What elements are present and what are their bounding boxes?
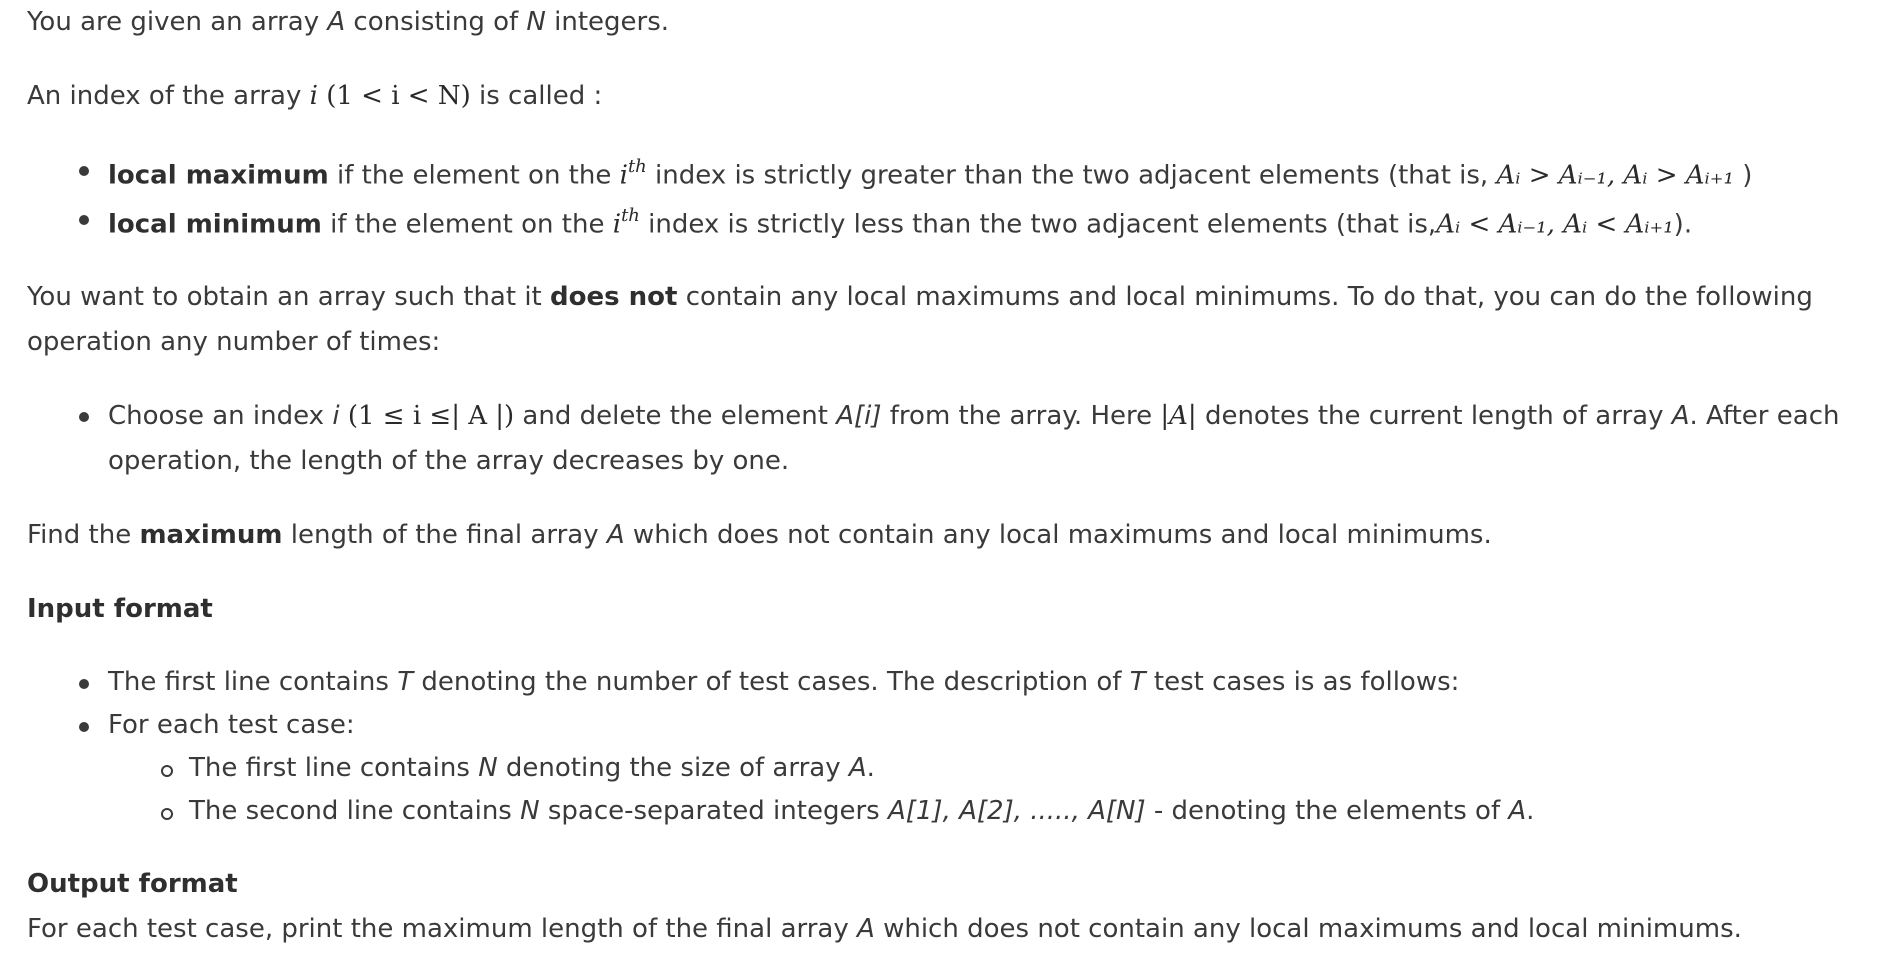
local-maximum-formula: Aᵢ > Aᵢ₋₁, Aᵢ > Aᵢ₊₁ (1496, 160, 1734, 191)
var-a: A (327, 7, 346, 37)
definition-local-minimum: local minimum if the element on the $i^{th}$ index is strictly less than the two adjacent elements (that is,Aᵢ < Aᵢ₋₁, Aᵢ < Aᵢ₊₁). (27, 197, 1873, 246)
input-format-sublist (27, 747, 1873, 833)
operation-list (27, 394, 1873, 484)
input-item-first-line: The first line contains T denoting the number of test cases. The description of T test cases is as follows: (27, 661, 1873, 704)
input-format-heading: Input format (27, 594, 213, 625)
input-subitem-first-line: The first line contains N denoting the size of array A. (27, 747, 1873, 790)
output-format-paragraph: For each test case, print the maximum length of the final array A which does not contain any local maximums and local minimums. (27, 914, 1742, 945)
output-format-heading: Output format (27, 869, 238, 900)
input-item-each-test: For each test case: (27, 704, 1873, 747)
input-format-list (27, 661, 1873, 747)
operation-item: Choose an index i (1 ≤ i ≤| A |) and delete the element A[i] from the array. Here |A| denotes the current length of array A. After each operation, the length of the array decreases by one. (27, 394, 1873, 484)
find-paragraph: Find the maximum length of the final array A which does not contain any local maximums and local minimums. (27, 520, 1492, 551)
var-n: N (526, 7, 546, 37)
intro-paragraph-1: You are given an array A consisting of N integers. (27, 7, 670, 37)
goal-paragraph: You want to obtain an array such that it does not contain any local maximums and local minimums. To do that, you can do the following operation any number of times: (27, 282, 1813, 358)
local-minimum-formula: Aᵢ < Aᵢ₋₁, Aᵢ < Aᵢ₊₁ (1436, 209, 1674, 240)
input-subitem-second-line: The second line contains N space-separated integers A[1], A[2], ....., A[N] - denoting the elements of A. (27, 790, 1873, 833)
definition-list (27, 148, 1873, 245)
index-condition: (1 < i < N) (326, 81, 471, 111)
var-i: i (309, 81, 318, 111)
operation-condition: (1 ≤ i ≤| A |) (339, 401, 515, 432)
intro-paragraph-2: An index of the array i (1 < i < N) is called : (27, 81, 603, 111)
definition-local-maximum: local maximum if the element on the $i^{th}$ index is strictly greater than the two adjacent elements (that is, Aᵢ > Aᵢ₋₁, Aᵢ > Aᵢ₊₁ ) (27, 148, 1873, 197)
